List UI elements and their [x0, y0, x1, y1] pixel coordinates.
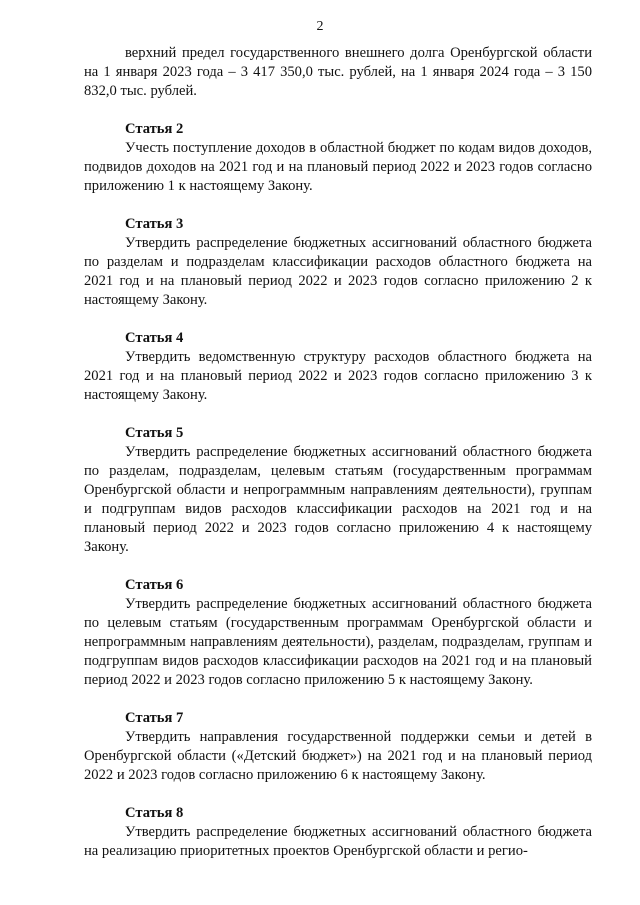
article-3: [84, 215, 592, 310]
article-title: Статья 3: [125, 216, 184, 232]
intro-paragraph: верхний предел государственного внешнего долга Оренбургской области на 1 января 2023 года – 3 417 350,0 тыс. рублей, на 1 января 2024 года – 3 150 832,0 тыс. рублей.: [84, 45, 592, 99]
article-text: Учесть поступление доходов в областной бюджет по кодам видов доходов, подвидов доходов на 2021 год и на плановый период 2022 и 2023 годов согласно приложению 1 к настоящему Закону.: [84, 140, 592, 194]
article-text: Утвердить распределение бюджетных ассигнований областного бюджета по разделам, подразделам, целевым статьям (государственным программам Оренбургской области и непрограммным направлениям деятельности), группам и подгруппам видов расходов классификации расходов на 2021 год и на плановый период 2022 и 2023 годов согласно приложению 4 к настоящему Закону.: [84, 444, 592, 555]
article-4: [84, 329, 592, 405]
document-body: [84, 44, 592, 861]
article-title: Статья 2: [125, 121, 184, 137]
article-5: [84, 424, 592, 557]
article-title: Статья 4: [125, 330, 184, 346]
article-text: Утвердить распределение бюджетных ассигнований областного бюджета по целевым статьям (государственным программам Оренбургской области и непрограммным направлениям деятельности), разделам, подразделам, группам и подгруппам видов расходов классификации расходов на 2021 год и на плановый период 2022 и 2023 годов согласно приложению 5 к настоящему Закону.: [84, 596, 592, 688]
article-title: Статья 6: [125, 577, 184, 593]
article-text: Утвердить ведомственную структуру расходов областного бюджета на 2021 год и на плановый период 2022 и 2023 годов согласно приложению 3 к настоящему Закону.: [84, 349, 592, 403]
article-2: [84, 120, 592, 196]
article-text: Утвердить распределение бюджетных ассигнований областного бюджета на реализацию приоритетных проектов Оренбургской области и регио-: [84, 824, 592, 859]
article-8: [84, 804, 592, 861]
article-title: Статья 8: [125, 805, 184, 821]
article-7: [84, 709, 592, 785]
article-text: Утвердить направления государственной поддержки семьи и детей в Оренбургской области («Детский бюджет») на 2021 год и на плановый период 2022 и 2023 годов согласно приложению 6 к настоящему Закону.: [84, 729, 592, 783]
article-title: Статья 7: [125, 710, 184, 726]
article-text: Утвердить распределение бюджетных ассигнований областного бюджета по разделам и подразделам классификации расходов областного бюджета на 2021 год и на плановый период 2022 и 2023 годов согласно приложению 2 к настоящему Закону.: [84, 235, 592, 308]
page-number: 2: [316, 19, 324, 34]
article-title: Статья 5: [125, 425, 184, 441]
article-6: [84, 576, 592, 690]
